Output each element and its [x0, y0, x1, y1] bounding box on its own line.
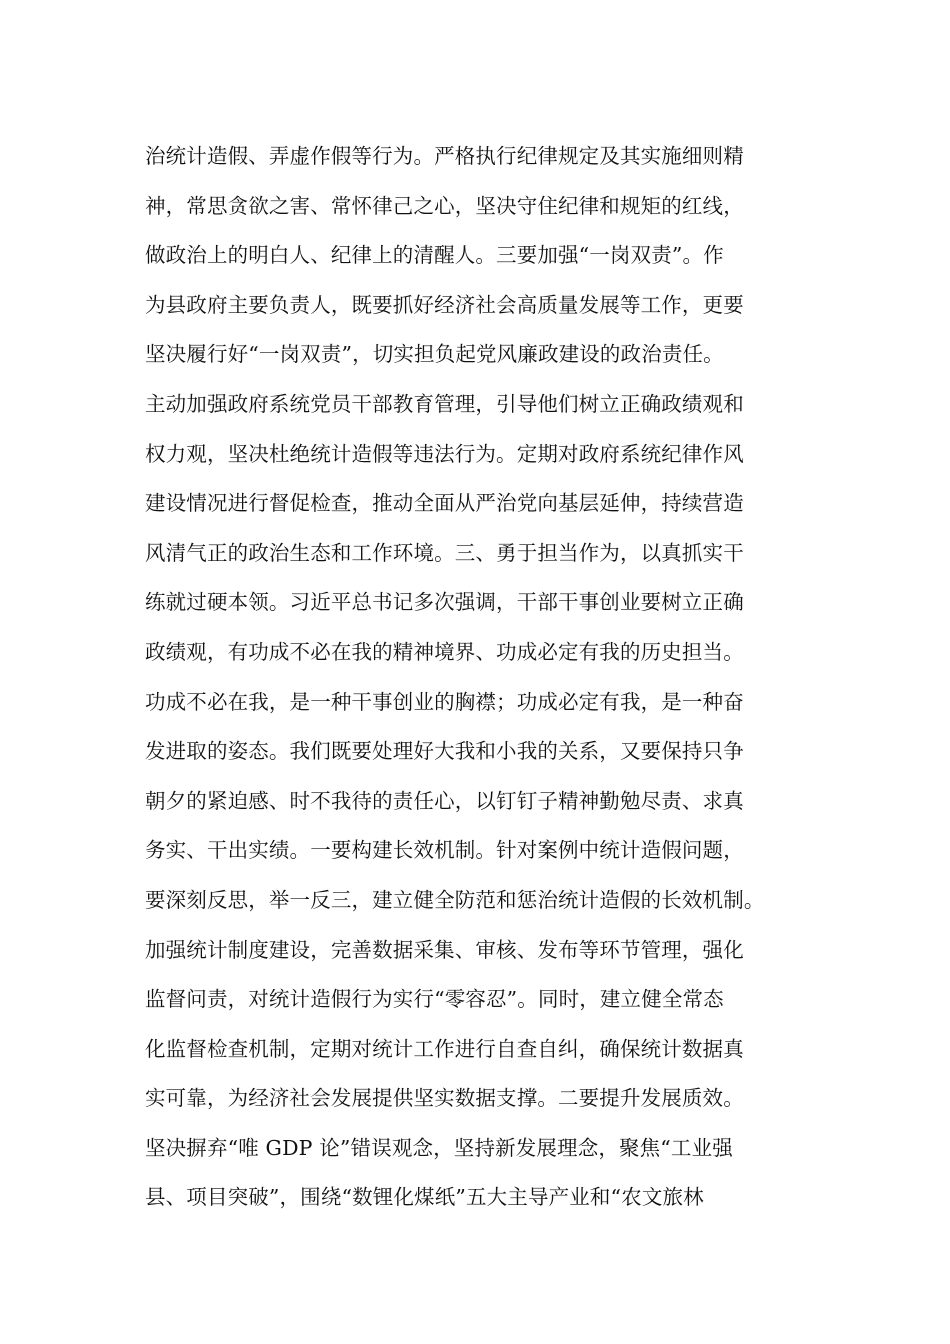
text-line: 主动加强政府系统党员干部教育管理，引导他们树立正确政绩观和	[145, 391, 744, 416]
text-line: 做政治上的明白人、纪律上的清醒人。三要加强“一岗双责”。作	[145, 243, 724, 268]
text-line: 神，常思贪欲之害、常怀律己之心，坚决守住纪律和规矩的红线，	[145, 193, 744, 218]
text-line: 发进取的姿态。我们既要处理好大我和小我的关系，又要保持只争	[145, 739, 744, 764]
text-line: 化监督检查机制，定期对统计工作进行自查自纠，确保统计数据真	[145, 1036, 744, 1061]
text-line: 县、项目突破”，围绕“数锂化煤纸”五大主导产业和“农文旅林	[145, 1185, 704, 1210]
text-line: 建设情况进行督促检查，推动全面从严治党向基层延伸，持续营造	[145, 491, 744, 516]
text-line: 风清气正的政治生态和工作环境。三、勇于担当作为，以真抓实干	[145, 540, 744, 565]
text-line: 要深刻反思，举一反三，建立健全防范和惩治统计造假的长效机制。	[145, 887, 765, 912]
text-line: 练就过硬本领。习近平总书记多次强调，干部干事创业要树立正确	[145, 590, 744, 615]
text-line: 实可靠，为经济社会发展提供坚实数据支撑。二要提升发展质效。	[145, 1086, 744, 1111]
text-line: 加强统计制度建设，完善数据采集、审核、发布等环节管理，强化	[145, 937, 744, 962]
text-line: 权力观，坚决杜绝统计造假等违法行为。定期对政府系统纪律作风	[145, 441, 744, 466]
body-text	[145, 132, 825, 1223]
text-line: 监督问责，对统计造假行为实行“零容忍”。同时，建立健全常态	[145, 987, 724, 1012]
text-line: 朝夕的紧迫感、时不我待的责任心，以钉钉子精神勤勉尽责、求真	[145, 788, 744, 813]
text-line: 为县政府主要负责人，既要抓好经济社会高质量发展等工作，更要	[145, 292, 744, 317]
text-line: 治统计造假、弄虚作假等行为。严格执行纪律规定及其实施细则精	[145, 144, 744, 168]
text-line: 功成不必在我，是一种干事创业的胸襟；功成必定有我，是一种奋	[145, 689, 744, 714]
text-line: 坚决履行好“一岗双责”，切实担负起党风廉政建设的政治责任。	[145, 342, 724, 367]
text-line: 务实、干出实绩。一要构建长效机制。针对案例中统计造假问题，	[145, 838, 744, 863]
text-line: 政绩观，有功成不必在我的精神境界、功成必定有我的历史担当。	[145, 639, 744, 664]
text-line: 坚决摒弃“唯 GDP 论”错误观念，坚持新发展理念，聚焦“工业强	[145, 1135, 733, 1160]
